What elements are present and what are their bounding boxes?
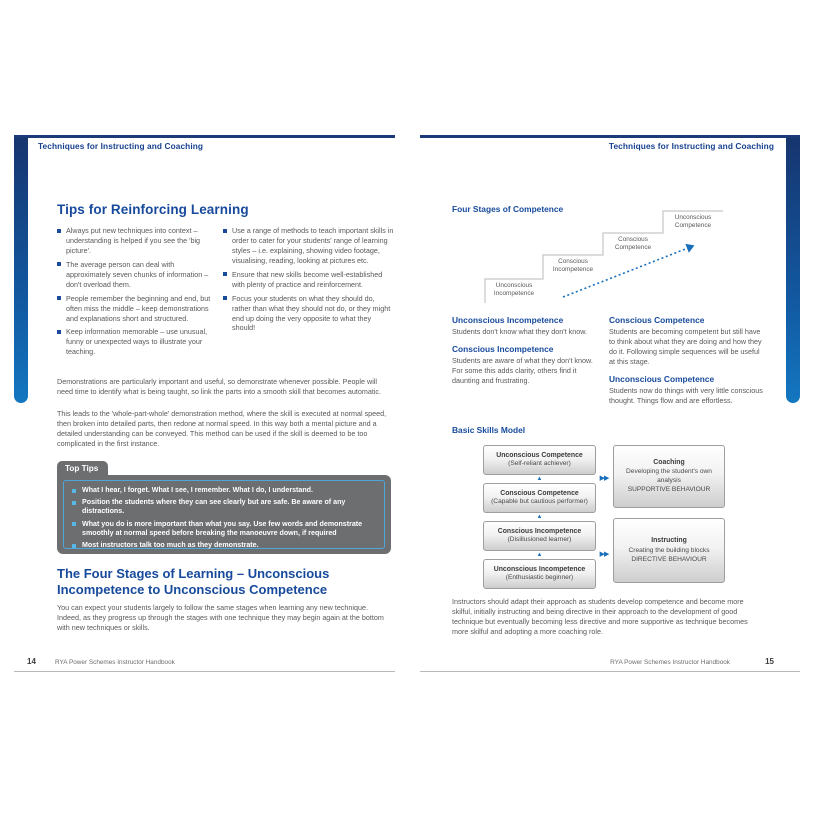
- top-tips-tab: Top Tips: [57, 461, 108, 476]
- bullet-square-icon: [72, 501, 76, 505]
- coaching-box: Coaching Developing the student's own analysis SUPPORTIVE BEHAVIOUR: [613, 445, 725, 508]
- stage-text: Students are becoming competent but still have to think about what they are doing and how they do it. Following simple sequences will be useful at this stage.: [609, 327, 762, 366]
- basic-skills-model-diagram: [452, 438, 768, 596]
- bullet-square-icon: [57, 330, 61, 334]
- page-edge-bar: [786, 138, 800, 403]
- page-left: [14, 130, 395, 682]
- bullet-column-2: [223, 226, 395, 357]
- up-arrow-icon: ▲: [536, 476, 543, 482]
- stage-text: Students now do things with very little conscious thought. Things flow and are effortless.: [609, 385, 763, 405]
- stair-label-3: Conscious Competence: [614, 236, 652, 251]
- tip-item: Position the students where they can see clearly but are safe. Be aware of any distractions.: [72, 498, 376, 516]
- model-box: Unconscious Incompetence (Enthusiastic beginner): [483, 559, 596, 589]
- bullet-square-icon: [223, 272, 227, 276]
- page-edge-bar: [14, 138, 28, 403]
- stage-text: Students don't know what they don't know.: [452, 327, 588, 336]
- stage-heading: Unconscious Competence: [609, 373, 715, 384]
- bullet-square-icon: [57, 296, 61, 300]
- stage-column-1: [452, 315, 602, 413]
- top-tips-box: [57, 475, 391, 554]
- paragraph: You can expect your students largely to follow the same stages when learning any new technique. Indeed, as they progress up through the stages with one technique they may begin again at the bottom with new techniques or skills.: [57, 603, 384, 632]
- tip-item: What you do is more important than what you say. Use few words and demonstrate smoothly at normal speed before breaking the manoeuvre down, if required: [72, 520, 376, 538]
- bullet-column-1: [57, 226, 217, 357]
- stage-heading: Conscious Incompetence: [452, 343, 554, 354]
- page-number: 15: [765, 657, 774, 666]
- bullet-square-icon: [72, 522, 76, 526]
- instructing-box: Instructing Creating the building blocks DIRECTIVE BEHAVIOUR: [613, 518, 725, 583]
- list-item: Focus your students on what they should do, rather than what they should not do, or they might end up doing the very opposite to what they should!: [223, 294, 395, 334]
- stage-column-2: [609, 315, 765, 413]
- model-box: Conscious Competence (Capable but cautious performer): [483, 483, 596, 513]
- tip-item: What I hear, I forget. What I see, I remember. What I do, I understand.: [72, 486, 376, 495]
- stair-label-1: Unconscious Incompetence: [493, 282, 535, 297]
- running-header: Techniques for Instructing and Coaching: [38, 141, 204, 151]
- double-right-arrow-icon: ▶▶: [599, 475, 609, 482]
- list-item: Ensure that new skills become well-established with plenty of practice and reinforcement.: [223, 270, 395, 290]
- paragraph: This leads to the 'whole-part-whole' demonstration method, where the skill is executed at normal speed, then broken into detailed parts, then redone at normal speed. In this way both a mental picture and a detailed understanding can be conveyed. This method can be used if the skill is deemed to be too complicated in the first instance.: [57, 409, 387, 448]
- paragraph: Demonstrations are particularly important and useful, so demonstrate whenever possible. People will need time to identify what is being taught, so link the parts into a smooth skill that becomes automatic.: [57, 377, 382, 396]
- stage-descriptions: [452, 315, 768, 413]
- closing-paragraph: Instructors should adapt their approach as students develop competence and become more skilful, initially instructing and being directive in their approach to the development of good technique but eventually becoming less directive and more supportive as technique becomes more skilful and adopting a more coaching role.: [452, 597, 748, 636]
- footer-text: RYA Power Schemes Instructor Handbook: [55, 658, 175, 666]
- up-arrow-icon: ▲: [536, 552, 543, 558]
- bullet-square-icon: [72, 544, 76, 548]
- list-item: Use a range of methods to teach important skills in order to cater for your students' range of learning styles – i.e. explaining, showing video footage, visualising, reading, looking at pictures etc.: [223, 226, 395, 266]
- footer-rule: [14, 671, 395, 672]
- list-item: Always put new techniques into context – understanding is helped if you see the 'big picture'.: [57, 226, 217, 256]
- page-number: 14: [27, 657, 36, 666]
- top-tips-inner: [63, 480, 385, 549]
- double-right-arrow-icon: ▶▶: [599, 551, 609, 558]
- stair-label-2: Conscious Incompetence: [552, 258, 594, 273]
- top-rule: [420, 135, 800, 138]
- bullet-square-icon: [57, 229, 61, 233]
- stairs-title: Four Stages of Competence: [452, 204, 564, 214]
- page-title: Tips for Reinforcing Learning: [57, 202, 249, 217]
- top-rule: [14, 135, 395, 138]
- bullet-square-icon: [72, 489, 76, 493]
- page-right: [420, 130, 800, 682]
- stage-heading: Conscious Competence: [609, 315, 705, 325]
- tip-item: Most instructors talk too much as they demonstrate.: [72, 541, 376, 550]
- running-header: Techniques for Instructing and Coaching: [608, 141, 774, 151]
- tips-bullet-list: [57, 226, 397, 357]
- skills-model-title: Basic Skills Model: [452, 425, 526, 435]
- list-item: The average person can deal with approximately seven chunks of information – don't overload them.: [57, 260, 217, 290]
- bullet-square-icon: [223, 229, 227, 233]
- section-title: The Four Stages of Learning – Unconscious Incompetence to Unconscious Competence: [57, 566, 330, 597]
- stage-heading: Unconscious Incompetence: [452, 315, 564, 325]
- footer-text: RYA Power Schemes Instructor Handbook: [610, 658, 730, 666]
- bullet-square-icon: [223, 296, 227, 300]
- model-box: Unconscious Competence (Self-reliant achiever): [483, 445, 596, 475]
- footer-rule: [420, 671, 800, 672]
- list-item: Keep information memorable – use unusual, funny or unexpected ways to illustrate your teaching.: [57, 327, 217, 357]
- stage-text: Students are aware of what they don't know. For some this adds clarity, others find it daunting and frustrating.: [452, 355, 593, 385]
- list-item: People remember the beginning and end, but often miss the middle – keep demonstrations and explanations short and structured.: [57, 294, 217, 324]
- up-arrow-icon: ▲: [536, 514, 543, 520]
- stair-label-4: Unconscious Competence: [674, 214, 712, 229]
- bullet-square-icon: [57, 262, 61, 266]
- model-box: Conscious Incompetence (Disillusioned learner): [483, 521, 596, 551]
